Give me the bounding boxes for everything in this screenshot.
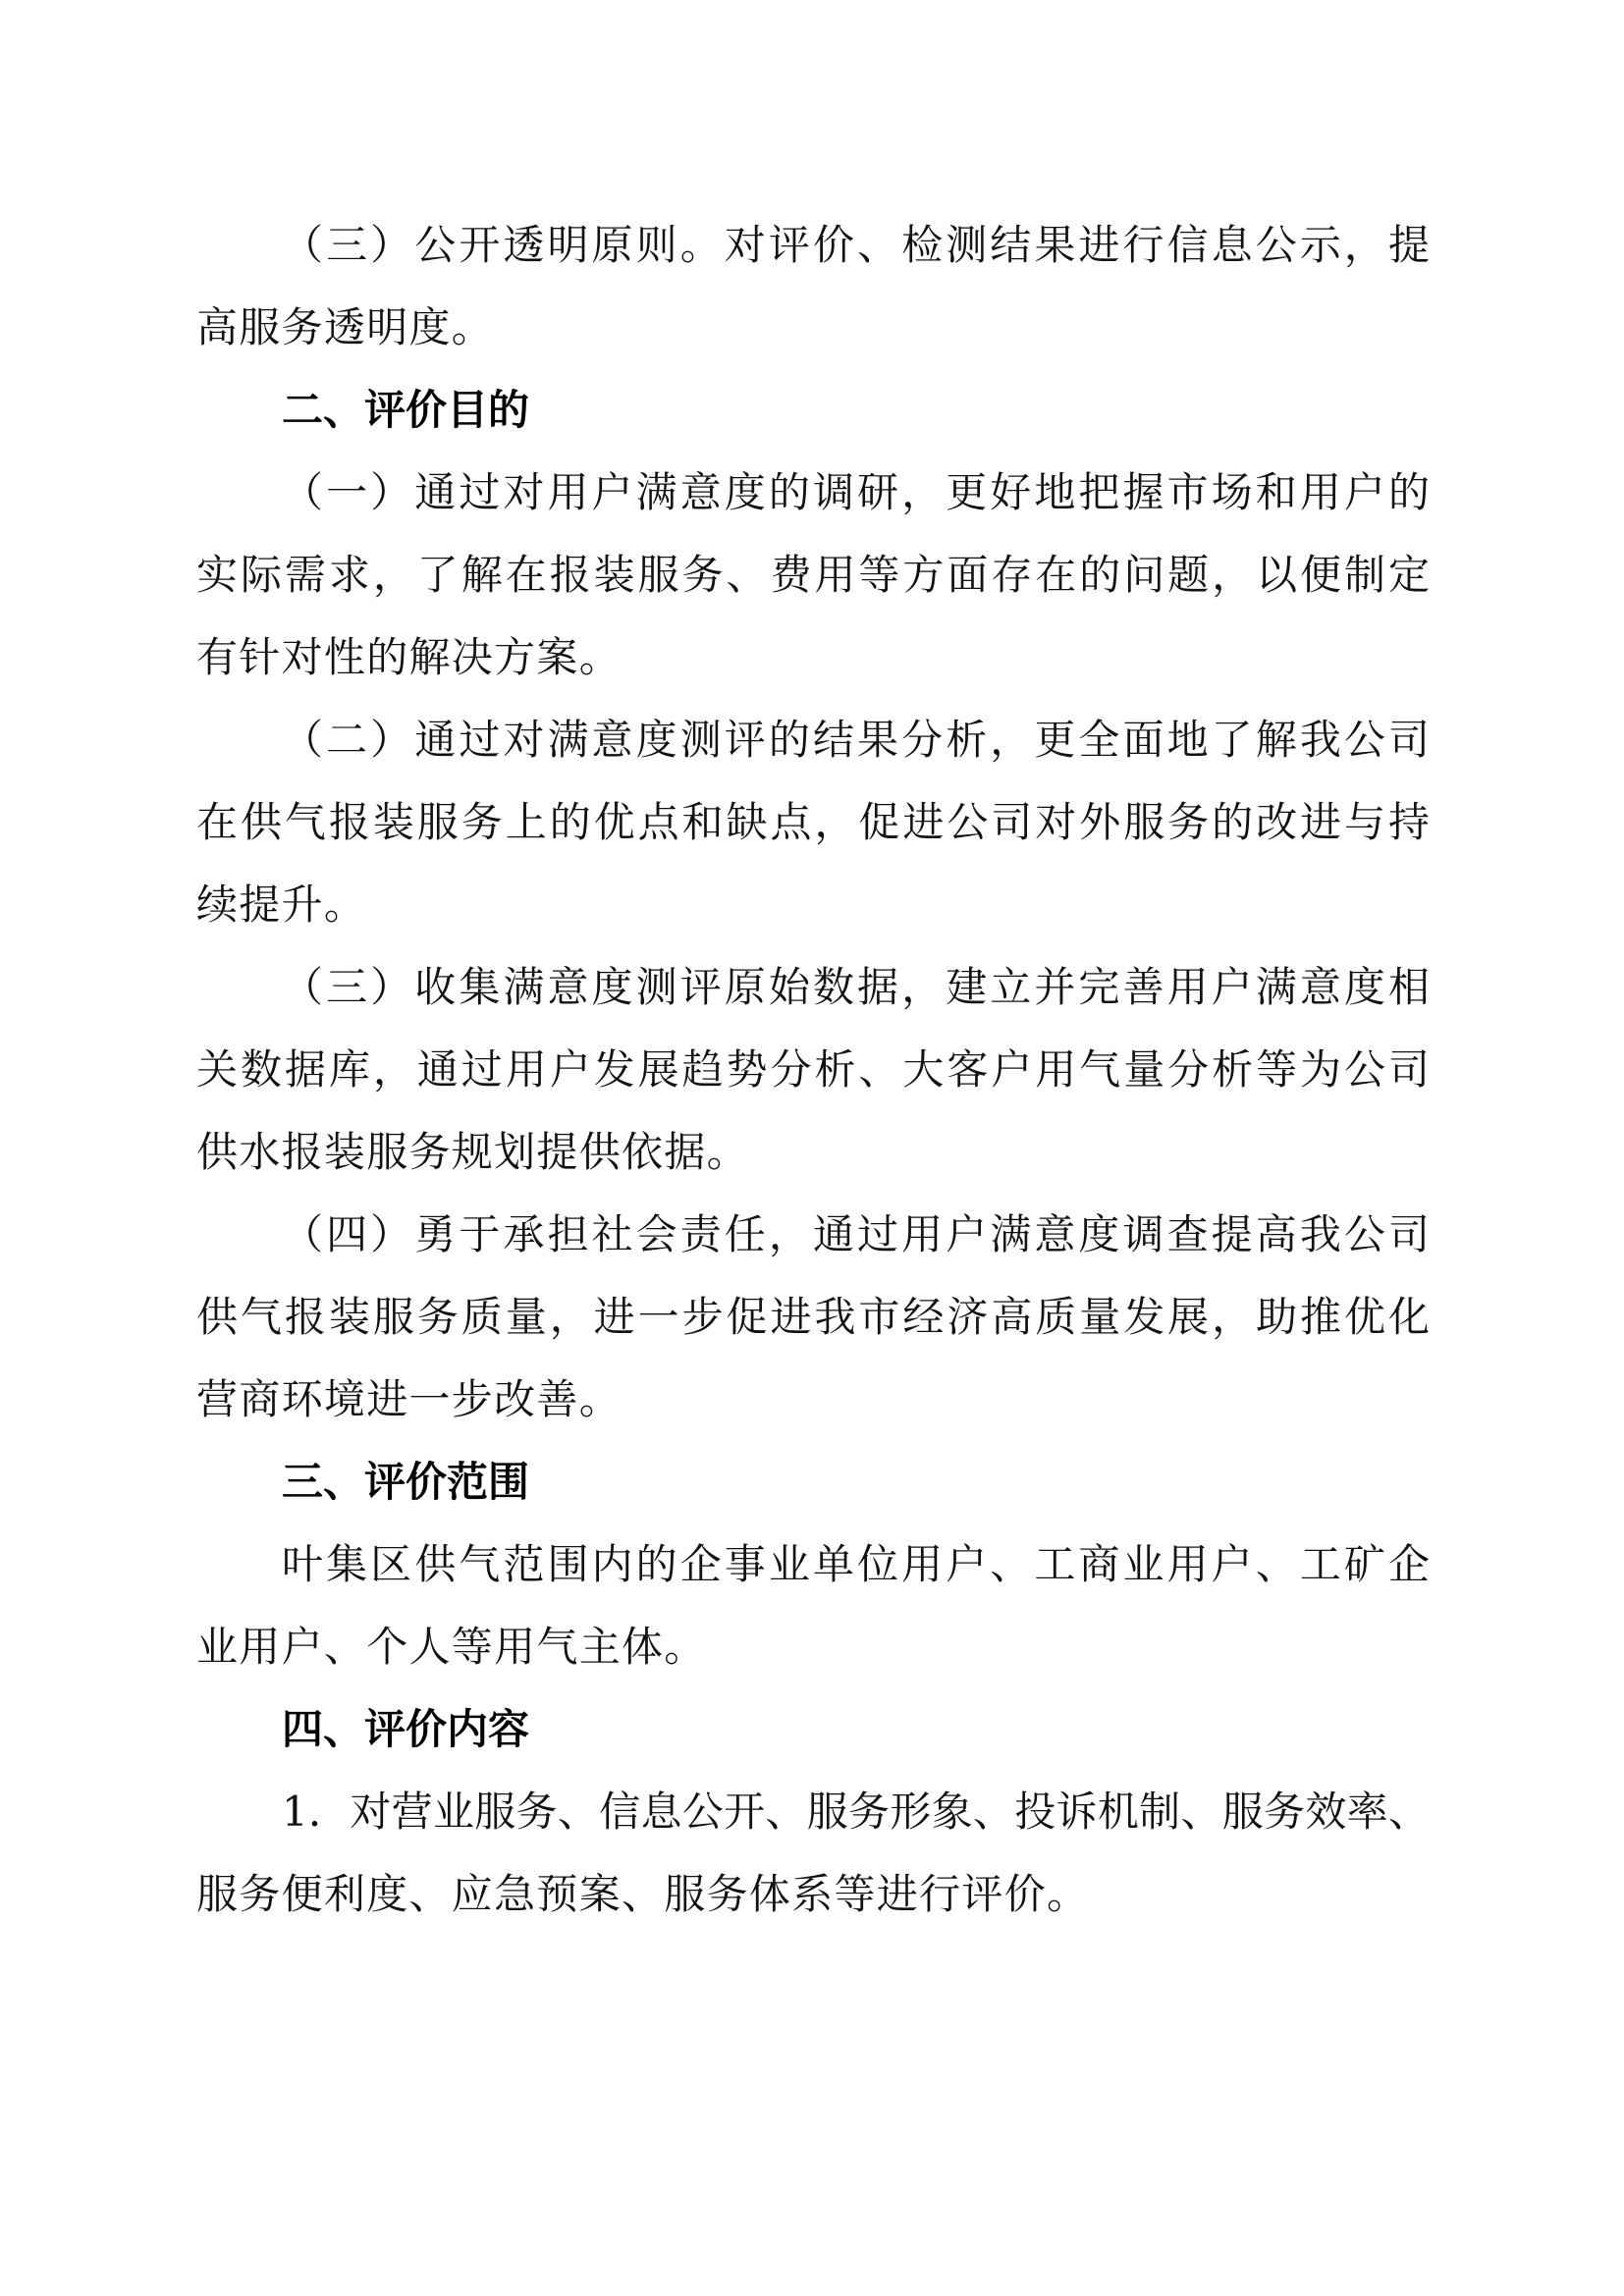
paragraph-line: （三）公开透明原则。对评价、检测结果进行信息公示，提 <box>282 221 1430 269</box>
paragraph-line: 高服务透明度。 <box>196 303 495 351</box>
section-heading-evaluation-scope: 三、评价范围 <box>282 1458 530 1506</box>
paragraph-purpose-2 <box>196 699 1430 946</box>
paragraph-line: 业用户、个人等用气主体。 <box>196 1623 707 1671</box>
paragraph-line: 关数据库，通过用户发展趋势分析、大客户用气量分析等为公司 <box>196 1045 1430 1094</box>
paragraph-principle-3 <box>196 204 1430 369</box>
paragraph-purpose-1 <box>196 452 1430 699</box>
paragraph-line: 供水报装服务规划提供依据。 <box>196 1128 749 1176</box>
paragraph-line: 1．对营业服务、信息公开、服务形象、投诉机制、服务效率、 <box>282 1788 1430 1836</box>
section-heading-evaluation-content: 四、评价内容 <box>282 1705 530 1753</box>
paragraph-line: 营商环境进一步改善。 <box>196 1375 623 1423</box>
paragraph-purpose-3 <box>196 946 1430 1194</box>
paragraph-purpose-4 <box>196 1194 1430 1441</box>
paragraph-line: （一）通过对用户满意度的调研，更好地把握市场和用户的 <box>282 468 1430 516</box>
paragraph-line: 供气报装服务质量，进一步促进我市经济高质量发展，助推优化 <box>196 1293 1430 1341</box>
paragraph-line: 服务便利度、应急预案、服务体系等进行评价。 <box>196 1870 1090 1918</box>
paragraph-line: 续提升。 <box>196 881 367 929</box>
paragraph-line: （四）勇于承担社会责任，通过用户满意度调查提高我公司 <box>282 1210 1430 1258</box>
paragraph-scope <box>196 1523 1430 1688</box>
paragraph-line: （三）收集满意度测评原始数据，建立并完善用户满意度相 <box>282 963 1430 1011</box>
paragraph-line: （二）通过对满意度测评的结果分析，更全面地了解我公司 <box>282 716 1430 764</box>
paragraph-line: 在供气报装服务上的优点和缺点，促进公司对外服务的改进与持 <box>196 798 1430 846</box>
section-heading-evaluation-purpose: 二、评价目的 <box>282 386 530 434</box>
paragraph-line: 有针对性的解决方案。 <box>196 633 623 681</box>
paragraph-line: 实际需求，了解在报装服务、费用等方面存在的问题，以便制定 <box>196 551 1430 599</box>
document-page <box>196 204 1430 1936</box>
paragraph-content-1 <box>196 1771 1430 1936</box>
paragraph-line: 叶集区供气范围内的企事业单位用户、工商业用户、工矿企 <box>282 1540 1430 1588</box>
